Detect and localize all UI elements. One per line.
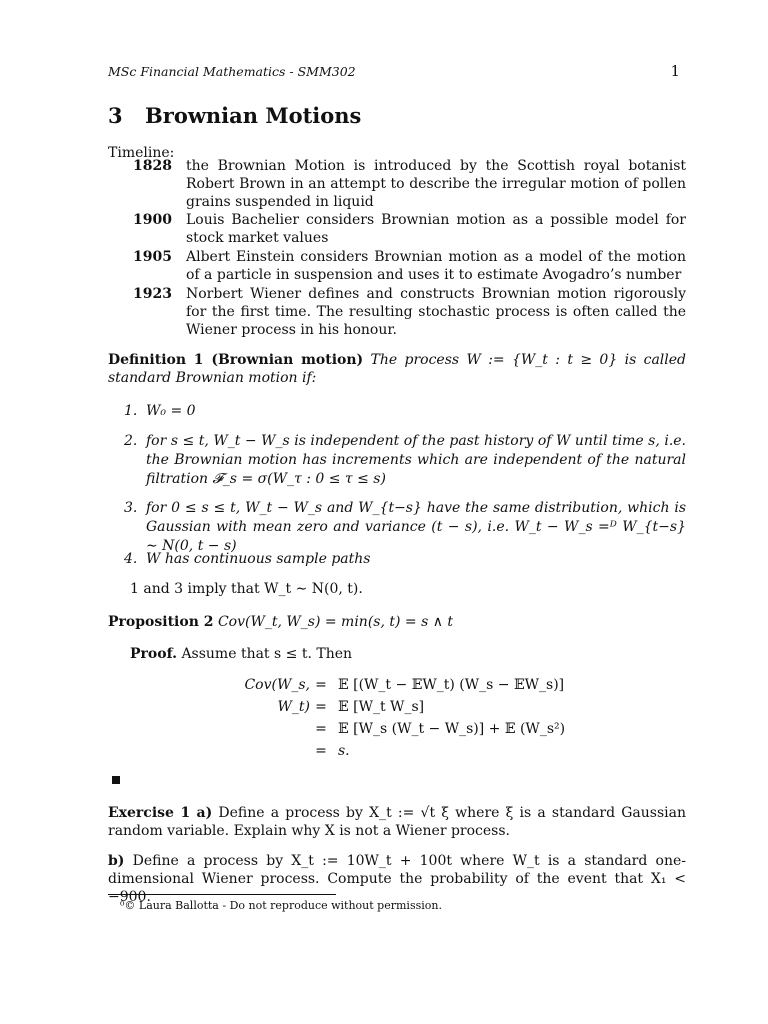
timeline-year: 1828 bbox=[133, 158, 172, 174]
timeline-text: Albert Einstein considers Brownian motion as a model of the motion of a particle in suspension and uses it to estimate Avogadro’s number bbox=[186, 249, 686, 283]
item-text: for s ≤ t, W_t − W_s is independent of the past history of W until time s, i.e. the Brownian motion has increments which are independent of the natural filtration 𝓕_s = σ(W_τ : 0 ≤ τ ≤ s) bbox=[146, 433, 686, 487]
section-heading bbox=[108, 103, 361, 128]
exercise-part-a-label: a) bbox=[196, 805, 213, 821]
equation-lhs: Cov(W_s, W_t) bbox=[244, 677, 310, 715]
page-number: 1 bbox=[670, 62, 680, 80]
item-number: 3. bbox=[124, 500, 138, 516]
timeline-year: 1900 bbox=[133, 212, 172, 228]
running-title: MSc Financial Mathematics - SMM302 bbox=[108, 64, 356, 79]
proposition-label: Proposition 2 bbox=[108, 614, 214, 630]
timeline-year: 1905 bbox=[133, 249, 172, 265]
exercise-part-b bbox=[108, 852, 686, 906]
proposition-statement: Cov(W_t, W_s) = min(s, t) = s ∧ t bbox=[217, 614, 454, 630]
exercise-label: Exercise 1 bbox=[108, 805, 191, 821]
footnote: ⁰© Laura Ballotta - Do not reproduce without permission. bbox=[120, 899, 442, 912]
proof-intro: Assume that s ≤ t. Then bbox=[181, 646, 353, 662]
definition-label: Definition 1 (Brownian motion) bbox=[108, 352, 364, 368]
equation-line: s. bbox=[338, 743, 350, 759]
equation-relation: = bbox=[315, 699, 327, 715]
equation-relation: = bbox=[315, 721, 327, 737]
definition-note: 1 and 3 imply that W_t ∼ N(0, t). bbox=[130, 581, 363, 597]
definition-intro-formula: W := {W_t : t ≥ 0} bbox=[466, 352, 618, 368]
item-text: W₀ = 0 bbox=[146, 403, 196, 419]
proof-equation bbox=[218, 674, 618, 764]
exercise-part-b-label: b) bbox=[108, 853, 125, 869]
qed-square-icon bbox=[112, 776, 120, 784]
item-number: 2. bbox=[124, 433, 138, 449]
equation-line: 𝔼 [(W_t − 𝔼W_t) (W_s − 𝔼W_s)] bbox=[338, 677, 565, 693]
timeline-year: 1923 bbox=[133, 286, 172, 302]
proof-intro-line bbox=[130, 645, 686, 663]
section-number: 3 bbox=[108, 103, 123, 128]
definition-intro-b: is called standard Brownian motion if: bbox=[108, 352, 686, 386]
exercise-part-a-text: Define a process by X_t := √t ξ where ξ is a standard Gaussian random variable. Explain why X is not a Wiener process. bbox=[108, 805, 687, 839]
item-number: 1. bbox=[124, 403, 138, 419]
timeline-text: Louis Bachelier considers Brownian motion as a possible model for stock market values bbox=[186, 212, 686, 246]
equation-line: 𝔼 [W_t W_s] bbox=[338, 699, 425, 715]
definition-block bbox=[108, 351, 686, 387]
equation-relation: = bbox=[315, 677, 327, 693]
item-number: 4. bbox=[124, 551, 138, 567]
proposition bbox=[108, 613, 686, 631]
item-text: W has continuous sample paths bbox=[146, 551, 371, 567]
exercise-part-b-text: Define a process by X_t := 10W_t + 100t where W_t is a standard one-dimensional Wiener process. Compute the probability of the event that X₁ < −900. bbox=[108, 853, 686, 905]
definition-intro-a: The process bbox=[370, 352, 467, 368]
equation-relation: = bbox=[315, 743, 327, 759]
timeline-text: Norbert Wiener defines and constructs Brownian motion rigorously for the first time. The resulting stochastic process is often called the Wiener process in his honour. bbox=[186, 286, 686, 338]
section-title: Brownian Motions bbox=[145, 103, 362, 128]
timeline-label: Timeline: bbox=[108, 145, 175, 161]
timeline-text: the Brownian Motion is introduced by the Scottish royal botanist Robert Brown in an attempt to describe the irregular motion of pollen grains suspended in liquid bbox=[186, 158, 686, 210]
running-header bbox=[108, 64, 680, 79]
footnote-rule bbox=[108, 894, 336, 895]
exercise-part-a bbox=[108, 804, 686, 840]
proof-label: Proof. bbox=[130, 646, 177, 662]
item-text: for 0 ≤ s ≤ t, W_t − W_s and W_{t−s} have the same distribution, which is Gaussian with mean zero and variance (t − s), i.e. W_t − W_s =ᴰ W_{t−s} ∼ N(0, t − s) bbox=[146, 500, 686, 554]
equation-line: 𝔼 [W_s (W_t − W_s)] + 𝔼 (W_s²) bbox=[338, 721, 566, 737]
